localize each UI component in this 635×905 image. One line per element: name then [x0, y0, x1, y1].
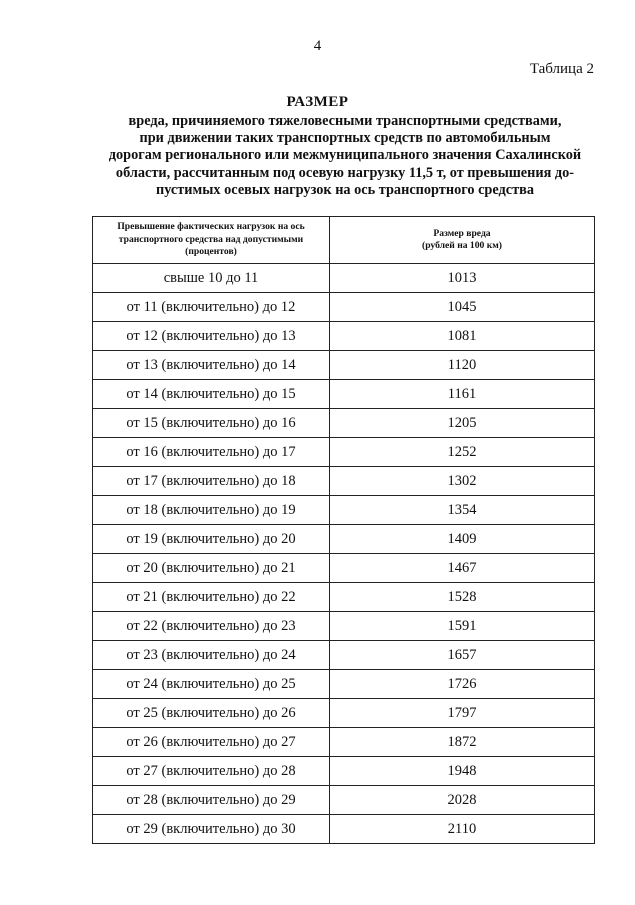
header-line: (рублей на 100 км): [422, 240, 502, 251]
cell-load-range: от 27 (включительно) до 28: [93, 757, 330, 786]
table-row: [93, 438, 595, 467]
table-row: [93, 554, 595, 583]
table-row: [93, 351, 595, 380]
cell-load-range: от 26 (включительно) до 27: [93, 728, 330, 757]
subtitle-line: пустимых осевых нагрузок на ось транспортного средства: [155, 181, 534, 198]
subtitle-line: при движении таких транспортных средств по автомобильным: [139, 130, 551, 147]
cell-load-range: от 16 (включительно) до 17: [93, 438, 330, 467]
cell-damage-value: 1013: [330, 264, 595, 293]
cell-load-range: от 12 (включительно) до 13: [93, 322, 330, 351]
subtitle-line: дорогам регионального или межмуниципального значения Сахалинской: [108, 147, 582, 164]
cell-damage-value: 2110: [330, 815, 595, 844]
cell-damage-value: 1467: [330, 554, 595, 583]
table-header-row: [93, 217, 595, 264]
cell-load-range: от 21 (включительно) до 22: [93, 583, 330, 612]
damage-table: [92, 216, 595, 844]
cell-damage-value: 1591: [330, 612, 595, 641]
table-row: [93, 583, 595, 612]
cell-load-range: от 14 (включительно) до 15: [93, 380, 330, 409]
table-row: [93, 496, 595, 525]
cell-load-range: от 13 (включительно) до 14: [93, 351, 330, 380]
cell-damage-value: 1161: [330, 380, 595, 409]
table-row: [93, 525, 595, 554]
cell-load-range: от 22 (включительно) до 23: [93, 612, 330, 641]
header-load-excess: [93, 217, 330, 264]
cell-load-range: от 25 (включительно) до 26: [93, 699, 330, 728]
table-row: [93, 409, 595, 438]
document-subtitle: [85, 113, 605, 199]
cell-damage-value: 1354: [330, 496, 595, 525]
cell-load-range: от 18 (включительно) до 19: [93, 496, 330, 525]
table-row: [93, 293, 595, 322]
header-line: транспортного средства над допустимыми: [118, 233, 304, 245]
table-caption: Таблица 2: [529, 61, 594, 77]
header-line: (процентов): [185, 246, 237, 258]
cell-damage-value: 1205: [330, 409, 595, 438]
cell-damage-value: 1302: [330, 467, 595, 496]
header-line: Размер вреда: [433, 227, 491, 239]
cell-load-range: свыше 10 до 11: [93, 264, 330, 293]
cell-load-range: от 17 (включительно) до 18: [93, 467, 330, 496]
cell-damage-value: 1872: [330, 728, 595, 757]
page-number: 4: [313, 38, 322, 54]
table-row: [93, 641, 595, 670]
header-line: Превышение фактических нагрузок на ось: [117, 221, 305, 233]
cell-damage-value: 1120: [330, 351, 595, 380]
table-row: [93, 670, 595, 699]
subtitle-line: вреда, причиняемого тяжеловесными транспортными средствами,: [128, 113, 562, 129]
table-row: [93, 786, 595, 815]
cell-damage-value: 1081: [330, 322, 595, 351]
table-row: [93, 380, 595, 409]
cell-load-range: от 15 (включительно) до 16: [93, 409, 330, 438]
cell-damage-value: 1657: [330, 641, 595, 670]
cell-damage-value: 1528: [330, 583, 595, 612]
table-row: [93, 815, 595, 844]
cell-damage-value: 1409: [330, 525, 595, 554]
table-row: [93, 699, 595, 728]
cell-load-range: от 23 (включительно) до 24: [93, 641, 330, 670]
subtitle-line: области, рассчитанным под осевую нагрузку 11,5 т, от превышения до-: [115, 164, 575, 181]
table-row: [93, 728, 595, 757]
cell-load-range: от 29 (включительно) до 30: [93, 815, 330, 844]
cell-load-range: от 28 (включительно) до 29: [93, 786, 330, 815]
document-title: РАЗМЕР: [286, 94, 349, 110]
header-damage-amount: [330, 217, 595, 264]
cell-damage-value: 2028: [330, 786, 595, 815]
table-row: [93, 467, 595, 496]
cell-damage-value: 1726: [330, 670, 595, 699]
cell-load-range: от 19 (включительно) до 20: [93, 525, 330, 554]
table-row: [93, 264, 595, 293]
cell-damage-value: 1045: [330, 293, 595, 322]
cell-load-range: от 24 (включительно) до 25: [93, 670, 330, 699]
cell-damage-value: 1252: [330, 438, 595, 467]
table-row: [93, 612, 595, 641]
cell-load-range: от 11 (включительно) до 12: [93, 293, 330, 322]
table-row: [93, 322, 595, 351]
cell-damage-value: 1797: [330, 699, 595, 728]
cell-load-range: от 20 (включительно) до 21: [93, 554, 330, 583]
table-row: [93, 757, 595, 786]
cell-damage-value: 1948: [330, 757, 595, 786]
